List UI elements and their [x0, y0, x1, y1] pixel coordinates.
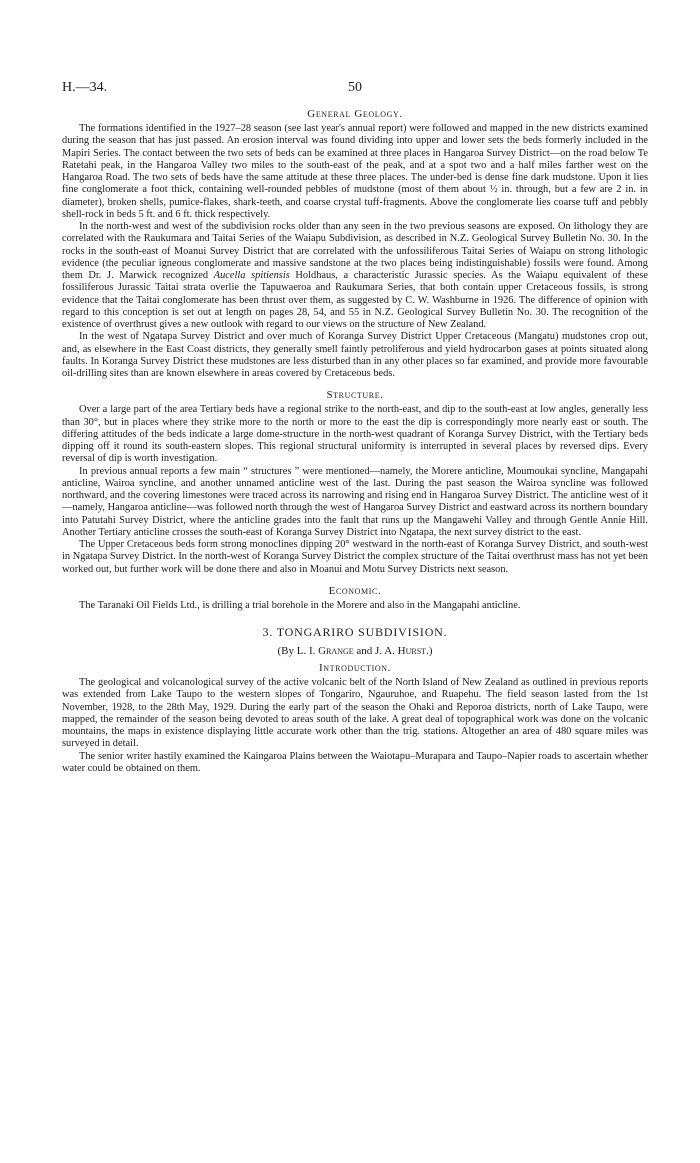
paragraph: The geological and volcanological survey of the active volcanic belt of the North Island of New Zealand as outlined in previous reports was extended from Lake Taupo to the western slopes of Tongariro, Ngauruhoe, and Ruapehu. The field season lasted from the 1st November, 1928, to the 28th May, 1929. During the early part of the season the Ohaki and Reporoa districts, north of Lake Taupo, were mapped, the remainder of the season being devoted to areas south of the lake. A great deal of topographical work was done on the volcanic mountains, the maps in existence displaying little accurate work other than the trig. stations. Altogether an area of 480 square miles was surveyed in detail.	[62, 677, 648, 750]
paragraph: The Taranaki Oil Fields Ltd., is drilling a trial borehole in the Morere and also in the Mangapahi anticline.	[79, 599, 521, 611]
byline-text: (By L. I.	[277, 645, 319, 657]
byline-text: .)	[426, 645, 433, 657]
author-name: Hurst	[397, 645, 427, 657]
species-name: Aucella spitiensis	[213, 270, 290, 281]
tongariro-section	[62, 626, 648, 775]
tongariro-heading: 3. TONGARIRO SUBDIVISION.	[262, 625, 448, 639]
paragraph: The Upper Cretaceous beds form strong monoclines dipping 20° westward in the north-east of Koranga Survey District, and south-west in Ngatapa Survey District. In the north-west of Koranga Survey District the complex structure of the Taitai overthrust mass has not yet been worked out, but further work will be done there and also in Moanui and Motu Survey Districts next season.	[62, 539, 648, 575]
general-geology-section	[62, 108, 648, 380]
introduction-heading: Introduction.	[319, 662, 391, 674]
paragraph: The senior writer hastily examined the Kaingaroa Plains between the Waiotapu–Murapara and Taupo–Napier roads to ascertain whether water could be obtained on them.	[62, 750, 648, 774]
paragraph-text: In the north-west and west of the subdivision rocks older than any seen in the two previous seasons are exposed. On lithology they are correlated with the Raukumara and Taitai Series of the Waiapu Subdivision, as described in N.Z. Geological Survey Bulletin No. 30. In the rocks in the south-east of Moanui Survey District that are correlated with the unfossiliferous Taitai Series of Waiapu on strong lithologic evidence (the peculiar igneous conglomerate and massive sandstone at the two places being indistinguishable) fossils were found. Among them Dr. J. Marwick recognized	[62, 221, 648, 281]
authors-byline	[62, 645, 648, 658]
structure-heading: Structure.	[326, 389, 384, 402]
economic-heading: Economic.	[328, 584, 382, 597]
economic-section	[62, 585, 648, 612]
paragraph	[62, 221, 648, 331]
paragraph: In the west of Ngatapa Survey District and over much of Koranga Survey District Upper Cretaceous (Mangatu) mudstones crop out, and, as elsewhere in the East Coast districts, they generally smell faintly petroliferous and yield hydrocarbon gases at points situated along faults. In Koranga Survey District these mudstones are less disturbed than in any other places so far examined, and provide more favourable oil-drilling sites than are known elsewhere in areas covered by Cretaceous beds.	[62, 331, 648, 379]
paragraph: The formations identified in the 1927–28 season (see last year's annual report) were followed and mapped in the new districts examined during the season that has just passed. An erosion interval was found dividing into upper and lower sets the beds formerly included in the Mapiri Series. The contact between the two sets of beds can be examined at three places in Hangaroa Survey District—on the road below Te Ratetahi peak, in the Hangaroa Valley two miles to the south-east of the peak, and at a spot two and a half miles farther west on the Hangaroa Road. The two sets of beds have the same attitude at these three places. The under-bed is dense fine dark mudstone. Upon it lies fine conglomerate a foot thick, containing well-rounded pebbles of mudstone (most of them about ½ in. through, but a few are 2 in. in diameter), broken shells, pumice-flakes, shark-teeth, and coarse crystal tuff-fragments. Above the conglomerate lies coarse tuff and pebbly shell-rock in beds 5 ft. and 6 ft. thick respectively.	[62, 123, 648, 220]
structure-section	[62, 389, 648, 576]
paragraph: Over a large part of the area Tertiary beds have a regional strike to the north-east, and dip to the south-east at low angles, generally less than 30°, but in places where they strike more to the north or more to the east the dip is correspondingly more nearly east or south. The differing attitudes of the beds indicate a large dome-structure in the north-west quadrant of Koranga Survey District, with the Tertiary beds dipping off it round its south-eastern slopes. This regional structural uniformity is interrupted in several places by reversed dips. Every reversal of dip is worth investigation.	[62, 404, 648, 465]
byline-text: and J. A.	[353, 645, 398, 657]
paragraph: In previous annual reports a few main “ structures ” were mentioned—namely, the Morere anticline, Moumoukai syncline, Mangapahi anticline, Wairoa syncline, and another unnamed anticline west of the last. During the past season the Wairoa syncline was followed northward, and the covering limestones were traced across its narrowing and rising end in Hangaroa Survey District. The anticline west of it—namely, Hangaroa anticline—was followed north through the west of Hangaroa Survey District and eastward across its northern boundary into Patutahi Survey District, where the anticline grades into the fault that runs up the Mangawehi Valley and through Gentle Annie Hill. Another Tertiary anticline crosses the south-east of Koranga Survey District into Ngatapa, the next survey district to the east.	[62, 465, 648, 538]
author-name: Grange	[318, 645, 354, 657]
report-folio: H.—34.	[62, 80, 108, 95]
general-geology-heading: General Geology.	[307, 108, 403, 120]
page-header	[62, 0, 648, 108]
paragraph-text: Holdhaus, a characteristic Jurassic species. As the Waiapu equivalent of these fossiliferous Jurassic Taitai strata overlie the Tapuwaeroa and Raukumara Series, that both contain upper Cretaceous fossils, is strong evidence that the Taitai conglomerate has been thrust over them, as suggested by C. W. Washburne in 1926. The difference of opinion with regard to this conception is set out at length on pages 28, 54, and 55 in N.Z. Geological Survey Bulletin No. 30. The recognition of the existence of overthrust gives a new outlook with regard to our views on the structure of New Zealand.	[62, 270, 648, 330]
page-number: 50	[348, 80, 362, 95]
